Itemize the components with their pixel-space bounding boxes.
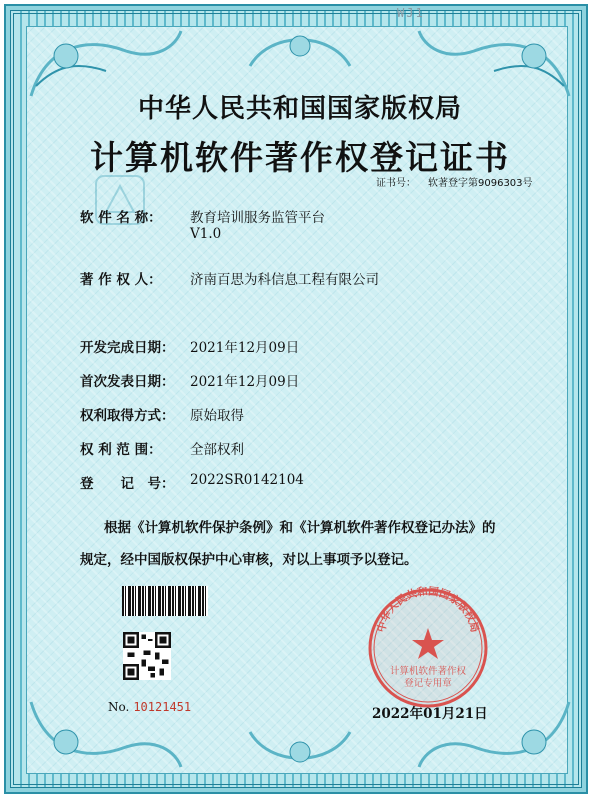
barcode bbox=[122, 586, 208, 616]
field-development-date bbox=[80, 336, 299, 356]
field-rights-scope bbox=[80, 438, 244, 458]
ornament-bottom-center bbox=[240, 722, 360, 772]
field-publication-date bbox=[80, 370, 299, 390]
seal-line-2: 登记专用章 bbox=[404, 678, 452, 689]
certificate-number-value: 软著登字第9096303号 bbox=[428, 178, 533, 189]
certificate-number bbox=[376, 174, 545, 189]
field-registration-number bbox=[80, 472, 304, 492]
qr-code bbox=[123, 632, 171, 680]
field-acquisition-method bbox=[80, 404, 244, 424]
field-value: 原始取得 bbox=[190, 408, 244, 424]
field-value: 2022SR0142104 bbox=[190, 472, 304, 488]
seal-ring-text: 中华人民共和国国家版权局 bbox=[375, 586, 481, 634]
issue-date: 2022年01月21日 bbox=[372, 706, 488, 722]
field-value: 2021年12月09日 bbox=[190, 374, 300, 390]
statement-line-1: 根据《计算机软件保护条例》和《计算机软件著作权登记办法》的 bbox=[104, 520, 496, 536]
software-name-value: 教育培训服务监管平台 bbox=[190, 210, 325, 226]
field-label: 开发完成日期： bbox=[80, 340, 175, 356]
certificate-number-label: 证书号： bbox=[376, 178, 416, 189]
statement-line-2: 规定，经中国版权保护中心审核，对以上事项予以登记。 bbox=[80, 552, 418, 568]
field-value: 2021年12月09日 bbox=[190, 340, 300, 356]
official-seal bbox=[366, 586, 490, 710]
field-value: 济南百思为科信息工程有限公司 bbox=[190, 272, 379, 288]
field-copyright-owner bbox=[80, 268, 379, 288]
field-value: 全部权利 bbox=[190, 442, 244, 458]
handwritten-mark: WJ1 bbox=[397, 6, 425, 20]
field-label: 权利取得方式： bbox=[80, 408, 175, 424]
field-label: 登 记 号： bbox=[80, 476, 175, 492]
serial-number-value: 10121451 bbox=[133, 700, 192, 714]
serial-number-label: No. bbox=[108, 700, 130, 714]
field-value bbox=[190, 206, 325, 242]
field-software-name bbox=[80, 206, 325, 242]
field-label: 首次发表日期： bbox=[80, 374, 175, 390]
ornament-top-center bbox=[240, 26, 360, 76]
certificate-title: 计算机软件著作权登记证书 bbox=[90, 138, 510, 177]
field-label: 著 作 权 人： bbox=[80, 272, 162, 288]
field-label: 权 利 范 围： bbox=[80, 442, 162, 458]
issuing-authority-title: 中华人民共和国国家版权局 bbox=[137, 94, 462, 124]
field-label: 软 件 名 称： bbox=[80, 210, 162, 226]
serial-number bbox=[108, 700, 191, 714]
seal-line-1: 计算机软件著作权 bbox=[389, 666, 467, 677]
software-version-value: V1.0 bbox=[190, 226, 222, 242]
